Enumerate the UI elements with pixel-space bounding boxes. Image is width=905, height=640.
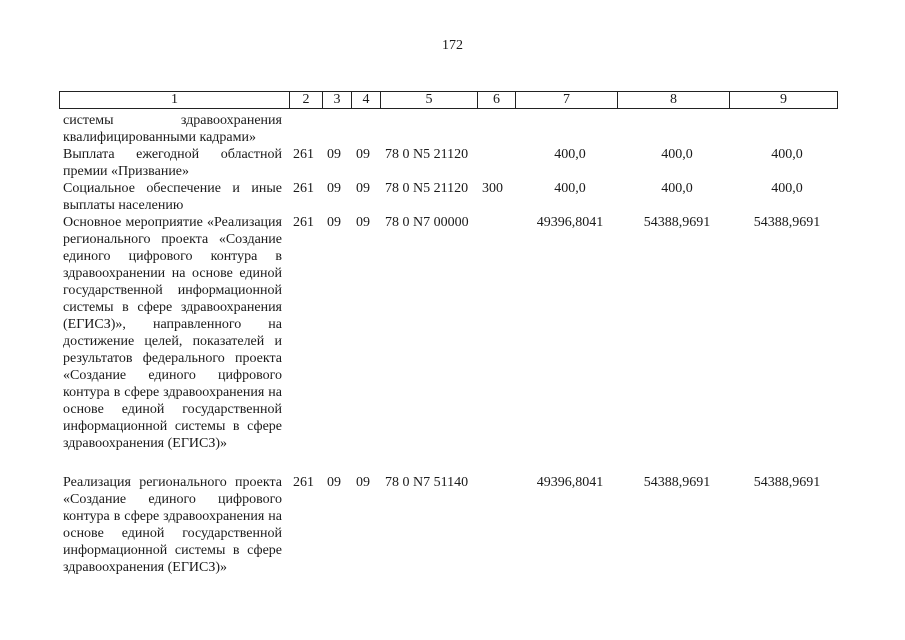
- column-header-7: 7: [516, 92, 618, 109]
- row-code-4: 09: [356, 215, 370, 230]
- row-description: Основное мероприятие «Реализация регионального проекта «Создание единого цифрового контура в здравоохранении на основе единой государственной информационной системы в сфере здравоохранения (ЕГИСЗ)», направленного на достижение целей, показателей и результатов федерального проекта «Создание единого цифрового контура в сфере здравоохранения на основе единой государственной информационной системы в сфере здравоохранения (ЕГИСЗ)»: [63, 215, 282, 451]
- row-value-9: 54388,9691: [753, 475, 821, 490]
- column-header-2: 2: [290, 92, 323, 109]
- row-value-8: 54388,9691: [643, 215, 711, 230]
- page-number: 172: [442, 38, 463, 53]
- row-code-3: 09: [327, 215, 341, 230]
- row-code-2: 261: [293, 181, 314, 196]
- row-value-9: 400,0: [771, 181, 803, 196]
- row-value-9: 54388,9691: [753, 215, 821, 230]
- column-header-6: 6: [478, 92, 516, 109]
- column-header-8: 8: [618, 92, 730, 109]
- row-code-2: 261: [293, 147, 314, 162]
- row-value-7: 49396,8041: [536, 475, 604, 490]
- row-code-5: 78 0 N7 00000: [385, 215, 469, 230]
- row-value-7: 400,0: [554, 147, 586, 162]
- row-value-9: 400,0: [771, 147, 803, 162]
- row-value-8: 400,0: [661, 147, 693, 162]
- column-header-1: 1: [60, 92, 290, 109]
- row-description: Реализация регионального проекта «Создание единого цифрового контура в сфере здравоохранения на основе единой государственной информационной системы в сфере здравоохранения (ЕГИСЗ)»: [63, 475, 282, 575]
- row-code-5: 78 0 N5 21120: [385, 147, 469, 162]
- row-code-6: 300: [482, 181, 503, 196]
- column-header-5: 5: [381, 92, 478, 109]
- row-value-8: 400,0: [661, 181, 693, 196]
- row-description: Социальное обеспечение и иные выплаты населению: [63, 181, 282, 213]
- row-code-3: 09: [327, 181, 341, 196]
- row-code-4: 09: [356, 181, 370, 196]
- row-code-5: 78 0 N5 21120: [385, 181, 469, 196]
- row-code-4: 09: [356, 475, 370, 490]
- row-description: Выплата ежегодной областной премии «Призвание»: [63, 147, 282, 179]
- row-value-8: 54388,9691: [643, 475, 711, 490]
- column-header-4: 4: [352, 92, 381, 109]
- row-value-7: 49396,8041: [536, 215, 604, 230]
- column-header-3: 3: [323, 92, 352, 109]
- row-code-3: 09: [327, 475, 341, 490]
- row-value-7: 400,0: [554, 181, 586, 196]
- column-header-9: 9: [730, 92, 838, 109]
- row-description: системы здравоохранения квалифицированными кадрами»: [63, 113, 282, 145]
- row-code-4: 09: [356, 147, 370, 162]
- row-code-5: 78 0 N7 51140: [385, 475, 469, 490]
- row-code-2: 261: [293, 475, 314, 490]
- row-code-3: 09: [327, 147, 341, 162]
- row-code-2: 261: [293, 215, 314, 230]
